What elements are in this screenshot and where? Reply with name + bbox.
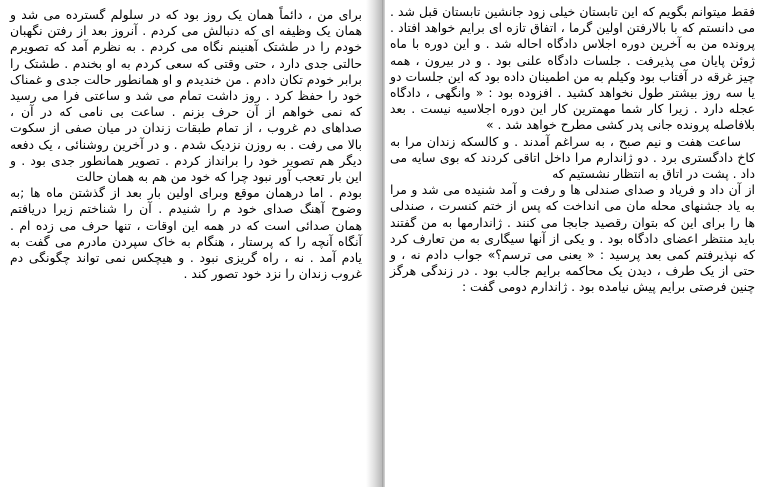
right-page: [384, 0, 763, 487]
left-page: [0, 0, 368, 487]
left-paragraph-1: برای من ، دائماً همان یک روز بود که در سلولم گسترده می شد و همان یک وظیفه ای که دنبالش می کردم . آنروز بعد از رفتن نگهبان خودم را در طشتک آهنینم نگاه می کردم . به نظرم آمد که تصویرم حالتی جدی دارد ، حتی وقتی که سعی کردم به او بخندم . طشتک را برابر خودم تکان دادم . من خندیدم و او همانطور حالت جدی و غمناک خود را حفظ کرد . روز داشت تمام می شد و ساعتی فرا می رسید که نمی خواهم از آن حرف بزنم . ساعت بی نامی که در آن ، صداهای دم غروب ، از تمام طبقات زندان در میان صفی از سکوت بالا می رفت . به روزن نزدیک شدم . و در آخرین روشنائی ، یک دفعه دیگر هم تصویر خود را برانداز کردم . تصویر همانطور جدی بود . و این بار تعجب آور نبود چرا که خود من هم به همان حالت: [10, 7, 362, 185]
right-paragraph-1: فقط میتوانم بگویم که این تابستان خیلی زود جانشین تابستان قبل شد . می دانستم که با بالارفتن اولین گرما ، اتفاق تازه ای برایم خواهد افتاد . پرونده من به آخرین دوره اجلاس دادگاه احاله شد . و این دوره با ماه ژوئن پایان می پذیرفت . جلسات دادگاه علنی بود . و در بیرون ، همه چیز غرقه در آفتاب بود وکیلم به من اطمینان داده بود که این جلسات دو یا سه روز بیشتر طول نخواهد کشید . افزوده بود : « وانگهی ، دادگاه عجله دارد . زیرا کار شما مهمترین کار این دوره اجلاسیه نیست . بعد بلافاصله پرونده جانی پدر کشی مطرح خواهد شد . »: [390, 4, 755, 133]
left-paragraph-2: بودم . اما درهمان موقع وبرای اولین بار بعد از گذشتن ماه ها ;به وضوح آهنگ صدای خود م را شنیدم . آن را شناختم زیرا دریافتم همان صدائی است که در همه این اوقات ، تنها حرف می زده ام . آنگاه آنچه را که پرستار ، هنگام به خاک سپردن مادرم می گفت به یادم آمد . نه ، راه گریزی نبود . و هیچکس نمی تواند چگونگی دم غروب زندان را نزد خود تصور کند .: [10, 185, 362, 282]
book-gutter-shadow: [366, 0, 382, 487]
right-paragraph-2: ساعت هفت و نیم صبح ، به سراغم آمدند . و کالسکه زندان مرا به کاخ دادگستری برد . دو ژاندارم مرا داخل اتاقی کردند که بوی سایه می داد . پشت در اتاق به انتظار نشستیم که: [390, 133, 755, 182]
right-paragraph-3: از آن داد و فریاد و صدای صندلی ها و رفت و آمد شنیده می شد و مرا به یاد جشنهای محله مان می انداخت که پس از ختم کنسرت ، صندلی ها را برای این که بتوان رقصید جابجا می کنند . ژاندارمها به من گفتند باید منتظر اعضای دادگاه بود . و یکی از آنها سیگاری به من تعارف کرد که نپذیرفتم کمی بعد پرسید : « یعنی می ترسم؟» جواب دادم نه ، و حتی از یک طرف ، دیدن یک محاکمه برایم جالب بود . در زندگی هرگز چنین فرصتی برایم پیش نیامده بود . ژاندارم دومی گفت :: [390, 182, 755, 295]
